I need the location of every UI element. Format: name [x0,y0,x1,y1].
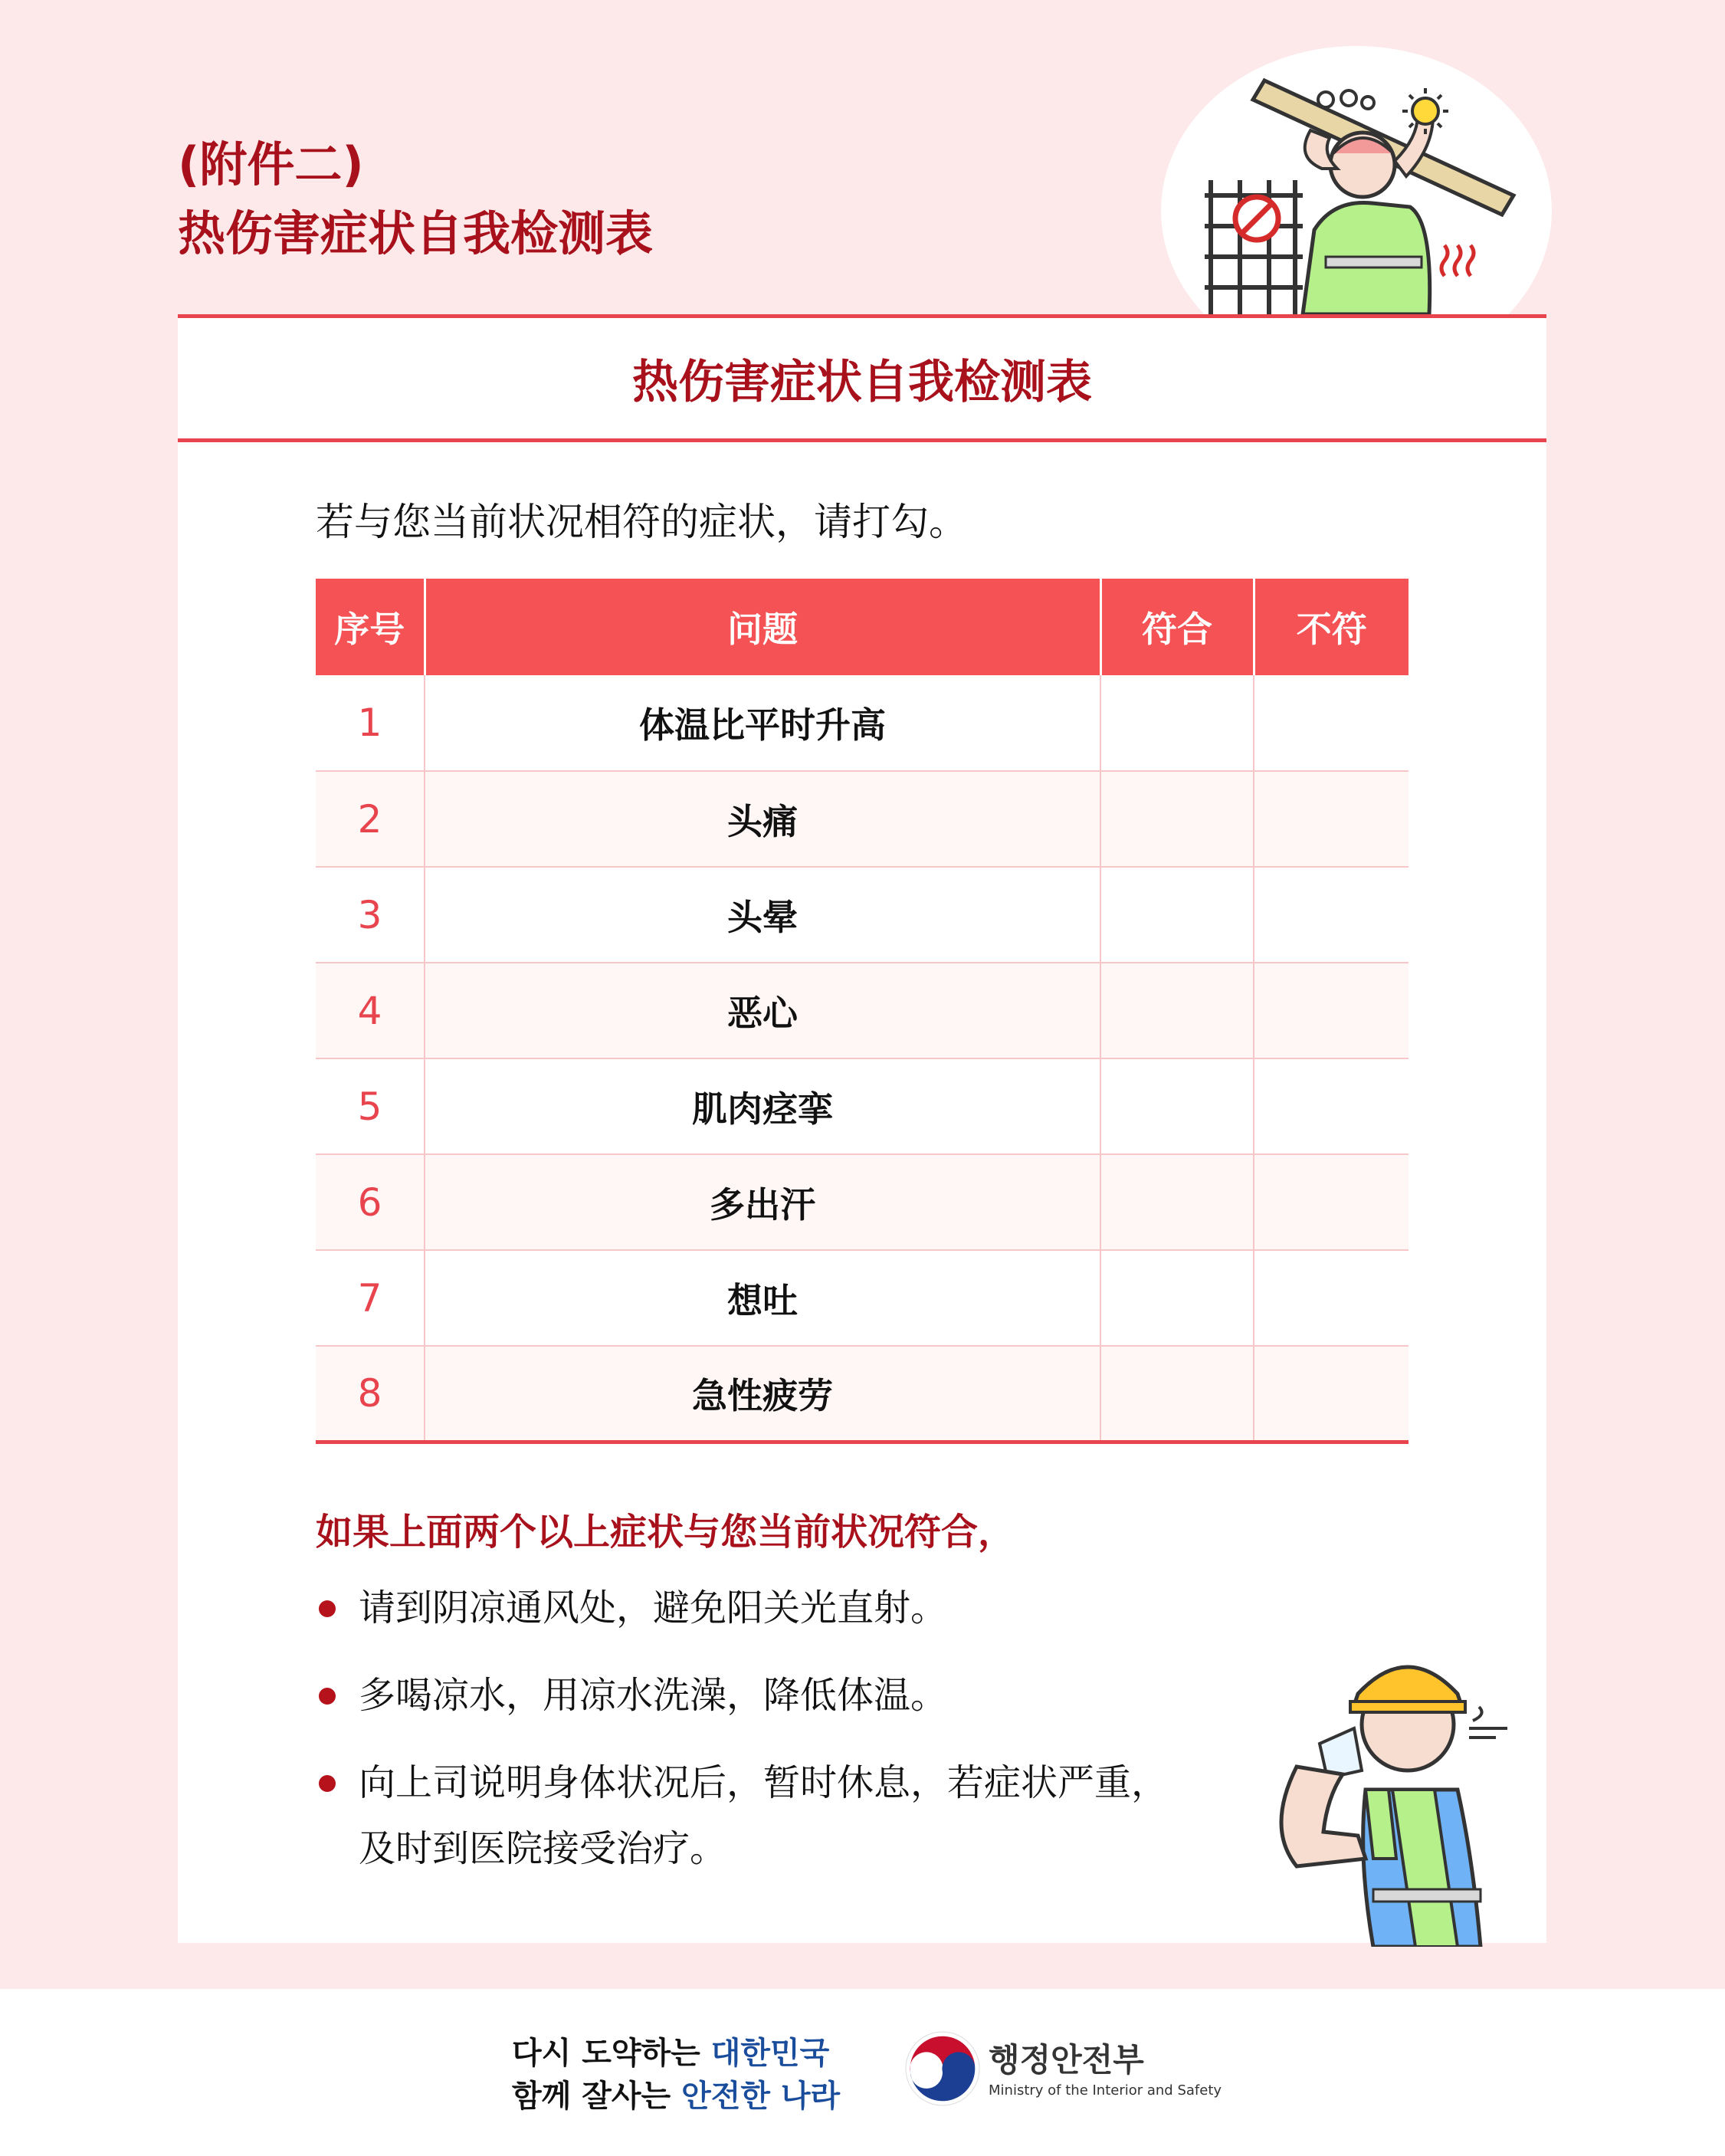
header-question: 问题 [425,579,1100,675]
advice-text: 请到阴凉通风处，避免阳关光直射。 [359,1587,948,1629]
table-row [316,675,1409,771]
page-title: 热伤害症状自我检测表 [178,205,654,261]
table-header-row [316,579,1409,675]
table-row [316,867,1409,963]
ministry-name-english: Ministry of the Interior and Safety [989,2082,1222,2099]
row-number: 1 [316,675,425,771]
advice-text: 向上司说明身体状况后，暂时休息，若症状严重，及时到医院接受治疗。 [359,1761,1169,1870]
match-checkbox-cell[interactable] [1100,1058,1254,1154]
no-match-checkbox-cell[interactable] [1254,1058,1409,1154]
no-match-checkbox-cell[interactable] [1254,771,1409,867]
card-title-bar [178,318,1546,442]
table-row [316,1250,1409,1346]
bullet-icon [319,1688,336,1705]
overheated-worker-illustration [1149,46,1563,314]
no-match-checkbox-cell[interactable] [1254,1154,1409,1250]
slogan-line2-highlight: 안전한 나라 [681,2079,841,2114]
row-number: 4 [316,963,425,1058]
worker-drinking-water-illustration [1251,1613,1527,1947]
government-slogan [512,2032,840,2118]
slogan-line2-text: 함께 잘사는 [512,2079,682,2114]
card-title: 热伤害症状自我检测表 [632,355,1092,409]
table-row [316,1346,1409,1442]
bullet-icon [319,1600,336,1617]
ministry-taegeuk-logo-icon [904,2030,981,2107]
table-row [316,1154,1409,1250]
row-question: 头晕 [425,867,1100,963]
breeze-icon [1469,1707,1507,1738]
no-match-checkbox-cell[interactable] [1254,867,1409,963]
instruction-text: 若与您当前状况相符的症状，请打勾。 [316,500,967,544]
match-checkbox-cell[interactable] [1100,867,1254,963]
match-checkbox-cell[interactable] [1100,963,1254,1058]
ministry-name-korean: 행정안전부 [989,2041,1144,2079]
row-question: 肌肉痉挛 [425,1058,1100,1154]
symptom-table [316,579,1409,1444]
advice-text: 多喝凉水，用凉水洗澡，降低体温。 [359,1674,948,1717]
checklist-card [178,314,1546,1943]
list-item [316,1662,1197,1728]
header-number: 序号 [316,579,425,675]
header-no-match: 不符 [1254,579,1409,675]
advice-list [316,1575,1197,1903]
table-row [316,771,1409,867]
row-question: 急性疲劳 [425,1346,1100,1442]
match-checkbox-cell[interactable] [1100,1154,1254,1250]
list-item [316,1575,1197,1641]
row-number: 7 [316,1250,425,1346]
bullet-icon [319,1775,336,1792]
row-question: 头痛 [425,771,1100,867]
no-match-checkbox-cell[interactable] [1254,1346,1409,1442]
match-checkbox-cell[interactable] [1100,771,1254,867]
no-entry-sign-icon [1235,197,1278,240]
row-question: 多出汗 [425,1154,1100,1250]
row-number: 2 [316,771,425,867]
match-checkbox-cell[interactable] [1100,675,1254,771]
table-row [316,963,1409,1058]
no-match-checkbox-cell[interactable] [1254,675,1409,771]
no-match-checkbox-cell[interactable] [1254,963,1409,1058]
row-number: 5 [316,1058,425,1154]
row-number: 3 [316,867,425,963]
row-question: 想吐 [425,1250,1100,1346]
table-row [316,1058,1409,1154]
slogan-line1-text: 다시 도약하는 [512,2036,711,2071]
row-question: 恶心 [425,963,1100,1058]
row-question: 体温比平时升高 [425,675,1100,771]
list-item [316,1750,1197,1882]
match-checkbox-cell[interactable] [1100,1250,1254,1346]
slogan-line1-highlight: 대한민국 [710,2036,830,2071]
page-header [178,130,653,268]
advice-heading: 如果上面两个以上症状与您当前状况符合， [316,1511,1015,1554]
header-match: 符合 [1100,579,1254,675]
no-match-checkbox-cell[interactable] [1254,1250,1409,1346]
row-number: 8 [316,1346,425,1442]
annex-label: (附件二) [178,136,364,192]
match-checkbox-cell[interactable] [1100,1346,1254,1442]
row-number: 6 [316,1154,425,1250]
footer [0,1989,1725,2156]
